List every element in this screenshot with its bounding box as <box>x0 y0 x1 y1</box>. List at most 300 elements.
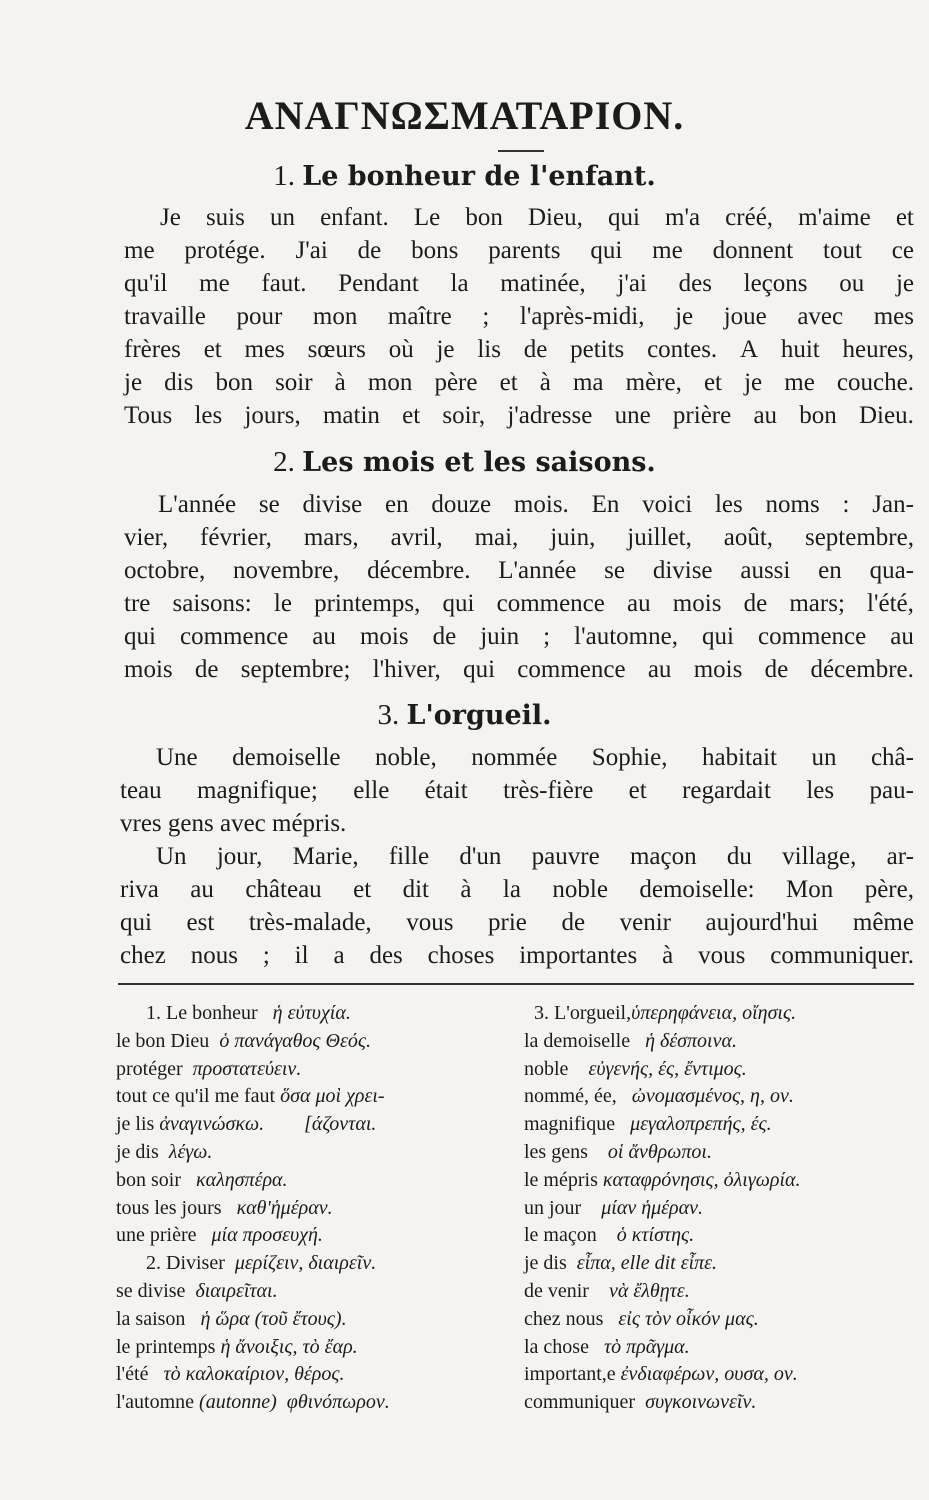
word: au <box>753 402 778 429</box>
word: regardait <box>682 777 771 804</box>
section-number: 1. <box>273 160 295 192</box>
word: père <box>434 369 478 396</box>
word: voici <box>642 491 693 518</box>
word: à <box>460 876 472 903</box>
word: huit <box>780 336 820 363</box>
text-line <box>120 741 914 774</box>
word: demoiselle <box>232 744 341 771</box>
vocab-french: la demoiselle <box>524 1029 631 1052</box>
word: ; <box>543 623 551 650</box>
word: octobre, <box>124 557 206 584</box>
word: Jan- <box>872 491 914 518</box>
text-line <box>120 906 914 939</box>
word: châ- <box>870 744 914 771</box>
word: se <box>604 557 625 584</box>
word: et <box>628 777 647 804</box>
vocab-french: noble <box>524 1057 569 1080</box>
word: m'aime <box>798 204 871 231</box>
vocab-entry <box>116 1167 516 1195</box>
word: ; <box>482 303 490 330</box>
word: ce <box>891 237 914 264</box>
word: petits <box>570 336 625 363</box>
word: demoiselle: <box>639 876 755 903</box>
vocab-greek: ὅσα μοὶ χρει- <box>280 1085 385 1108</box>
word: de <box>743 590 768 617</box>
vocabulary-left-column <box>116 1000 516 1417</box>
word: novembre, <box>233 557 340 584</box>
word: divise <box>302 491 363 518</box>
word: frères <box>124 336 181 363</box>
vocab-greek: καθ'ἡμέραν. <box>236 1196 333 1219</box>
vocab-french: nommé, ée, <box>524 1085 617 1108</box>
word: au <box>890 623 914 650</box>
vocab-entry <box>524 1139 924 1167</box>
word: vous <box>406 909 454 936</box>
section-2-heading <box>0 446 929 479</box>
word: très-malade, <box>248 909 372 936</box>
word: a <box>333 942 345 969</box>
word: tre <box>124 590 151 617</box>
vocab-greek: ὁ πανάγαθος Θεός. <box>219 1029 371 1052</box>
text-line <box>124 366 914 399</box>
word: habitait <box>701 744 777 771</box>
vocab-french: 2. Diviser <box>146 1252 225 1275</box>
text-line <box>124 653 914 686</box>
word: d'un <box>459 843 502 870</box>
word: tout <box>823 237 862 264</box>
word: mois <box>359 623 409 650</box>
word: septembre, <box>804 524 914 551</box>
word: en <box>385 491 409 518</box>
word: pau- <box>869 777 914 804</box>
word: commence <box>179 623 289 650</box>
vocab-greek: ἡ ὥρα (τοῦ ἔτους). <box>200 1307 347 1330</box>
word: sœurs <box>307 336 366 363</box>
word: bons <box>411 237 459 264</box>
vocab-greek: μεγαλοπρεπής, ές. <box>630 1113 772 1136</box>
vocab-entry <box>116 1111 516 1139</box>
word: l'hiver, <box>372 656 441 683</box>
word: qui <box>120 909 152 936</box>
word: mes <box>244 336 285 363</box>
word: au <box>647 656 672 683</box>
word: Un <box>156 843 187 870</box>
word: de <box>764 656 789 683</box>
word: ou <box>839 270 865 297</box>
word: teau <box>120 777 162 804</box>
section-3-text <box>120 741 914 972</box>
word: me <box>199 270 230 297</box>
word: qui <box>590 237 623 264</box>
vocabulary-divider <box>118 983 914 985</box>
vocab-entry <box>524 1111 924 1139</box>
word: juin, <box>550 524 596 551</box>
vocab-french: la saison <box>116 1307 186 1330</box>
word: prie <box>488 909 527 936</box>
text-line <box>124 300 914 333</box>
word: mois. <box>513 491 569 518</box>
word: commence <box>496 590 605 617</box>
vocab-french: je dis <box>524 1252 567 1275</box>
word: ; <box>262 942 270 969</box>
word: père, <box>864 876 914 903</box>
word: L'année <box>158 491 237 518</box>
word: village, <box>782 843 857 870</box>
vocab-greek: συγκοινωνεῖν. <box>645 1391 757 1414</box>
vocab-entry <box>116 1028 516 1056</box>
vocab-entry <box>116 1250 516 1278</box>
word: le <box>273 590 292 617</box>
word: décembre. <box>367 557 471 584</box>
section-1-heading <box>0 160 929 193</box>
vocab-entry <box>524 1000 924 1028</box>
vocab-french: la chose <box>524 1335 589 1358</box>
word: noble <box>552 876 608 903</box>
vocab-greek: ἡ εὐτυχία. <box>272 1002 351 1024</box>
word: de <box>523 336 548 363</box>
text-line <box>124 201 914 234</box>
vocab-french: tous les jours <box>116 1196 222 1219</box>
word: soir <box>275 369 313 396</box>
vocab-entry <box>116 1334 516 1362</box>
word: bon <box>215 369 253 396</box>
vocab-entry <box>116 1083 516 1111</box>
vocab-french: une prière <box>116 1224 197 1247</box>
vocab-greek: καλησπέρα. <box>196 1168 288 1191</box>
word: choses <box>427 942 495 969</box>
text-line <box>124 488 914 521</box>
word: fille <box>388 843 430 870</box>
word: venir <box>619 909 671 936</box>
vocab-greek: τὸ πρᾶγμα. <box>603 1335 690 1358</box>
text-line: vres gens avec mépris. <box>120 810 347 837</box>
word: pour <box>236 303 283 330</box>
word: qu'il <box>124 270 168 297</box>
vocab-french: les gens <box>524 1140 588 1163</box>
word: commence <box>757 623 867 650</box>
word: décembre. <box>810 656 914 683</box>
word: l'après-midi, <box>519 303 645 330</box>
vocab-greek: εἰς τὸν οἶκόν μας. <box>618 1307 759 1330</box>
word: chez <box>120 942 166 969</box>
word: vier, <box>124 524 169 551</box>
word: juillet, <box>627 524 692 551</box>
word: Sophie, <box>591 744 668 771</box>
vocab-entry <box>524 1361 924 1389</box>
word: des <box>369 942 403 969</box>
vocab-greek: ἡ ἄνοιξις, τὸ ἔαρ. <box>220 1335 358 1358</box>
word: mère, <box>625 369 682 396</box>
word: Marie, <box>292 843 359 870</box>
vocab-french: magnifique <box>524 1113 616 1136</box>
vocab-greek: ὠνομασμένος, η, ον. <box>631 1085 794 1108</box>
word: l'automne, <box>574 623 678 650</box>
word: en <box>818 557 842 584</box>
word: mois <box>124 656 173 683</box>
vocab-french: le printemps <box>116 1335 216 1358</box>
vocab-french: communiquer <box>524 1391 636 1414</box>
section-title: Les mois et les saisons. <box>302 447 656 478</box>
vocab-entry <box>524 1195 924 1223</box>
vocab-french: tout ce qu'il me faut <box>116 1085 276 1108</box>
vocab-entry <box>524 1028 924 1056</box>
vocab-pronunciation-note: (autonne) <box>199 1391 277 1414</box>
vocab-greek: μία προσευχή. <box>211 1224 323 1247</box>
vocab-french: se divise <box>116 1279 186 1302</box>
word: J'ai <box>295 237 328 264</box>
word: était <box>424 777 468 804</box>
section-number: 3. <box>377 699 400 731</box>
word: mois <box>672 590 722 617</box>
word: heures, <box>842 336 914 363</box>
word: je <box>675 303 694 330</box>
word: couche. <box>836 369 914 396</box>
vocab-entry <box>116 1056 516 1084</box>
word: est <box>186 909 215 936</box>
word: qui <box>124 623 156 650</box>
word: maçon <box>629 843 697 870</box>
word: un <box>811 744 837 771</box>
title-divider <box>498 150 544 152</box>
vocab-greek: λέγω. <box>168 1140 213 1163</box>
vocab-french: un jour <box>524 1196 582 1219</box>
text-line <box>124 620 914 653</box>
vocab-greek: μίαν ἡμέραν. <box>601 1196 704 1219</box>
word: A <box>739 336 759 363</box>
word: une <box>614 402 651 429</box>
word: jours, <box>244 402 301 429</box>
vocab-entry <box>116 1361 516 1389</box>
word: l'été, <box>867 590 914 617</box>
section-title: L'orgueil. <box>406 700 552 731</box>
word: maître <box>387 303 452 330</box>
word: Pendant <box>338 270 419 297</box>
word: avec <box>797 303 844 330</box>
word: les <box>194 402 223 429</box>
word: pauvre <box>531 843 600 870</box>
vocab-entry <box>116 1139 516 1167</box>
word: ar- <box>886 843 914 870</box>
text-line <box>124 267 914 300</box>
word: me <box>124 237 155 264</box>
word: leçons <box>743 270 808 297</box>
word: lis <box>477 336 501 363</box>
word: L'année <box>498 557 577 584</box>
vocab-greek: μερίζειν, διαιρεῖν. <box>234 1252 377 1275</box>
word: des <box>678 270 712 297</box>
word: Le <box>413 204 441 231</box>
word: donnent <box>712 237 794 264</box>
word: aujourd'hui <box>705 909 819 936</box>
word: importantes <box>519 942 638 969</box>
word: ma <box>572 369 604 396</box>
word: je <box>124 369 143 396</box>
text-line <box>124 399 914 432</box>
word: avril, <box>390 524 443 551</box>
section-number: 2. <box>273 446 295 478</box>
vocab-french: je dis <box>116 1140 159 1163</box>
word: juin <box>480 623 520 650</box>
word: à <box>334 369 346 396</box>
word: où <box>388 336 414 363</box>
vocab-greek: φθινόπωρον. <box>286 1391 390 1414</box>
vocab-french: chez nous <box>524 1307 604 1330</box>
word: Mon <box>786 876 834 903</box>
word: nous <box>190 942 238 969</box>
word: je <box>436 336 455 363</box>
vocab-greek: οἱ ἄνθρωποι. <box>607 1140 712 1163</box>
page-title: ΑΝΑΓΝΩΣΜΑΤΑΡΙΟΝ. <box>244 93 685 138</box>
section-2-text <box>124 488 914 686</box>
section-1-text <box>124 201 914 432</box>
word: magnifique; <box>197 777 318 804</box>
word: noble, <box>374 744 437 771</box>
word: de <box>357 237 382 264</box>
word: Dieu, <box>527 204 583 231</box>
vocab-french: le mépris <box>524 1168 598 1191</box>
word: dis <box>164 369 194 396</box>
vocab-french: l'automne <box>116 1391 195 1414</box>
word: les <box>714 491 743 518</box>
text-line <box>120 939 914 972</box>
word: prière <box>672 402 732 429</box>
word: de <box>194 656 219 683</box>
vocab-greek: ἡ δέσποινα. <box>645 1029 737 1052</box>
vocab-entry <box>116 1306 516 1334</box>
word: communiquer. <box>770 942 914 969</box>
vocab-greek: νὰ ἔλθῃτε. <box>608 1279 690 1302</box>
word: et <box>203 336 222 363</box>
vocab-entry <box>116 1000 516 1028</box>
word: mars, <box>303 524 359 551</box>
vocab-entry <box>524 1167 924 1195</box>
text-line <box>124 554 914 587</box>
word: protége. <box>184 237 266 264</box>
word: contes. <box>647 336 718 363</box>
vocabulary-right-column <box>524 1000 924 1417</box>
word: et <box>402 402 421 429</box>
word: mes <box>873 303 914 330</box>
word: douze <box>431 491 492 518</box>
word: noms <box>765 491 820 518</box>
vocab-french: protéger <box>116 1057 183 1080</box>
word: qua- <box>869 557 914 584</box>
vocab-french: important,e <box>524 1363 616 1386</box>
word: saisons: <box>172 590 252 617</box>
text-line <box>124 234 914 267</box>
word: bon <box>799 402 837 429</box>
word: mai, <box>474 524 519 551</box>
vocab-greek: εἶπα, elle dit εἶπε. <box>576 1252 718 1275</box>
word: enfant. <box>320 204 389 231</box>
word: me <box>652 237 683 264</box>
word: nommée <box>471 744 558 771</box>
vocab-entry <box>524 1334 924 1362</box>
word: jour, <box>216 843 263 870</box>
word: j'ai <box>617 270 647 297</box>
word: la <box>502 876 521 903</box>
vocab-entry <box>524 1056 924 1084</box>
vocab-entry <box>524 1083 924 1111</box>
word: riva <box>120 876 159 903</box>
text-line <box>124 587 914 620</box>
word: août, <box>723 524 774 551</box>
vocab-entry <box>116 1222 516 1250</box>
vocab-entry <box>116 1195 516 1223</box>
word: mois <box>693 656 743 683</box>
vocab-greek: προστατεύειν. <box>192 1057 302 1080</box>
vocab-greek: εὐγενής, ές, ἔντιμος. <box>588 1057 747 1080</box>
word: de <box>432 623 457 650</box>
word: se <box>258 491 280 518</box>
word: aussi <box>740 557 791 584</box>
word: qui <box>701 623 734 650</box>
word: et <box>895 204 914 231</box>
section-3-heading <box>0 699 929 732</box>
word: Dieu. <box>858 402 914 429</box>
vocab-entry <box>116 1278 516 1306</box>
word: je <box>744 369 763 396</box>
word: au <box>627 590 651 617</box>
word: Une <box>156 744 198 771</box>
word: : <box>842 491 850 518</box>
word: février, <box>200 524 272 551</box>
word: château <box>245 876 322 903</box>
word: mon <box>312 303 358 330</box>
word: mars; <box>789 590 845 617</box>
word: la <box>450 270 469 297</box>
word: mon <box>367 369 413 396</box>
word: dit <box>402 876 429 903</box>
word: un <box>269 204 295 231</box>
word: qui <box>607 204 640 231</box>
word: les <box>806 777 835 804</box>
word: vous <box>698 942 746 969</box>
text-line <box>120 873 914 906</box>
text-line <box>120 774 914 807</box>
word: faut. <box>261 270 307 297</box>
word: à <box>662 942 674 969</box>
word: du <box>726 843 752 870</box>
vocab-greek: ὑπερηφάνεια, οἴησις. <box>631 1002 797 1024</box>
word: commence <box>517 656 626 683</box>
word: de <box>561 909 586 936</box>
vocab-greek: διαιρεῖται. <box>195 1279 278 1302</box>
word: travaille <box>124 303 206 330</box>
vocab-french: l'été <box>116 1363 149 1386</box>
word: et <box>499 369 518 396</box>
word: soir, <box>442 402 486 429</box>
vocab-french: 1. Le bonheur <box>146 1002 258 1024</box>
word: qui <box>442 590 475 617</box>
vocab-french: le bon Dieu <box>116 1029 210 1052</box>
vocab-french: de venir <box>524 1279 589 1302</box>
vocab-greek: ὁ κτίστης. <box>616 1224 695 1247</box>
vocab-greek: ἀναγινώσκω. [άζονται. <box>159 1113 377 1136</box>
word: matin <box>322 402 380 429</box>
word: bon <box>465 204 503 231</box>
word: au <box>190 876 214 903</box>
text-line <box>124 333 914 366</box>
word: il <box>294 942 309 969</box>
word: En <box>591 491 620 518</box>
vocab-greek: τὸ καλοκαίριον, θέρος. <box>163 1363 345 1386</box>
word: septembre; <box>240 656 351 683</box>
vocab-french: bon soir <box>116 1168 181 1191</box>
word: matinée, <box>500 270 586 297</box>
vocab-entry <box>524 1250 924 1278</box>
vocab-entry <box>524 1222 924 1250</box>
